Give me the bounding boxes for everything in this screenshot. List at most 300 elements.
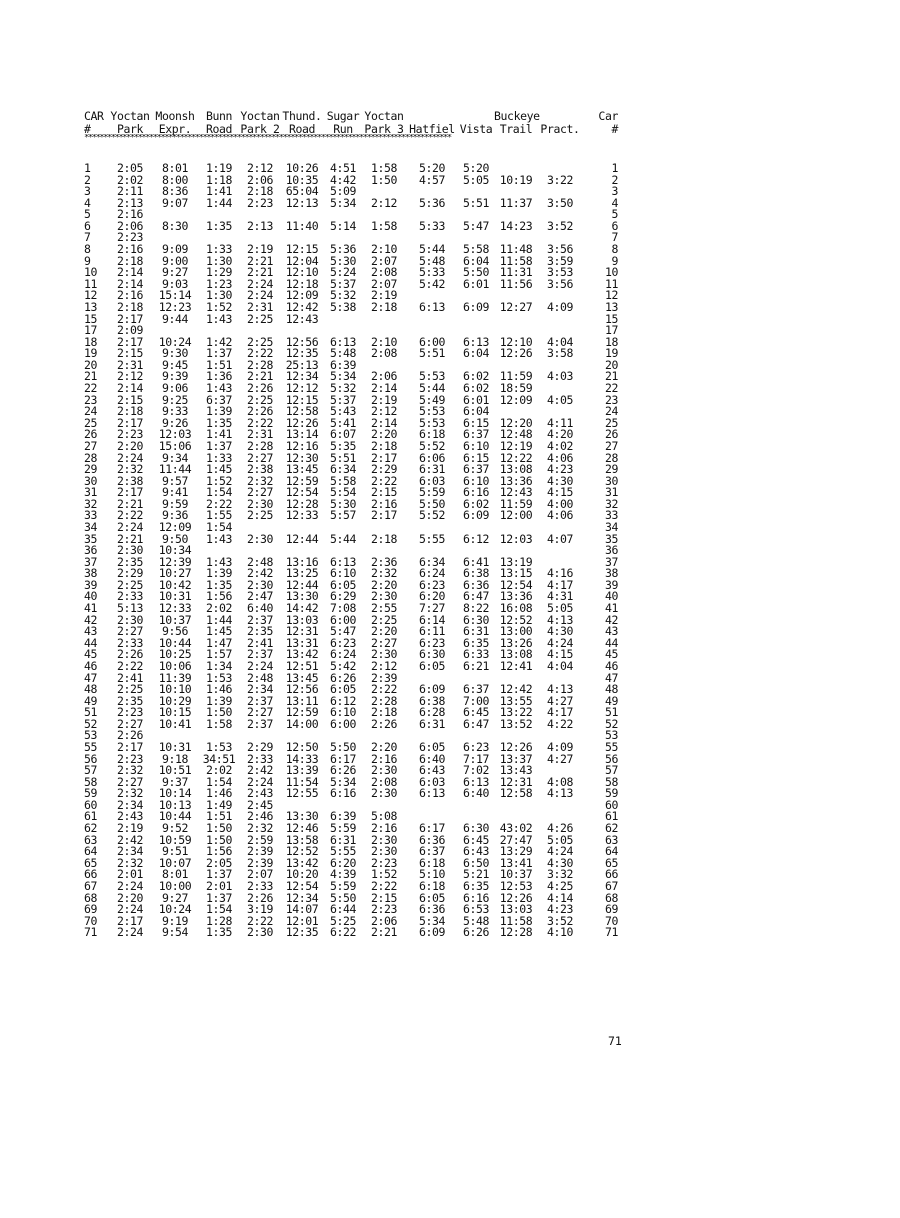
table-cell: 2:26 (246, 381, 274, 396)
table-cell: 2:18 (370, 299, 398, 314)
column-headers (84, 110, 618, 136)
table-cell: 1:52 (205, 299, 233, 314)
table-cell: 2:25 (246, 334, 274, 349)
table-cell: 2:30 (370, 589, 398, 604)
table-cell: 1:23 (205, 276, 233, 291)
table-cell: 1:37 (205, 867, 233, 882)
table-cell: 11:39 (158, 670, 192, 685)
table-cell: 5:48 (329, 346, 357, 361)
table-cell: 16:08 (499, 601, 533, 616)
table-cell: 12:54 (285, 485, 319, 500)
table-cell: 6:24 (329, 647, 357, 662)
table-cell: 5:08 (370, 809, 398, 824)
table-cell: 2:35 (116, 554, 144, 569)
table-cell: 2:26 (246, 890, 274, 905)
table-cell: 2:48 (246, 554, 274, 569)
table-cell: 11:37 (499, 195, 533, 210)
table-cell: 3:50 (546, 195, 574, 210)
column-header-line1: Buckeye (494, 109, 540, 123)
table-cell: 5:33 (418, 218, 446, 233)
table-cell: 13 (84, 299, 98, 314)
table-cell: 10:26 (285, 161, 319, 175)
table-cell: 1:50 (370, 172, 398, 187)
table-cell: 2:32 (116, 855, 144, 870)
table-cell: 10:24 (158, 902, 192, 917)
table-cell: 47 (604, 670, 618, 685)
table-cell: 2:27 (116, 716, 144, 731)
table-cell: 10:14 (158, 786, 192, 801)
table-cell: 5:33 (418, 265, 446, 280)
table-cell: 13:45 (285, 670, 319, 685)
table-cell: 4 (611, 195, 618, 210)
table-cell: 2:41 (116, 670, 144, 685)
column-header-line1: Yoctan (240, 109, 280, 123)
table-cell: 2:33 (116, 635, 144, 650)
table-cell: 2:27 (116, 774, 144, 789)
table-cell: 2:02 (205, 763, 233, 778)
table-cell: 12:53 (499, 878, 533, 893)
table-cell: 10:24 (158, 334, 192, 349)
table-cell: 2:28 (246, 357, 274, 372)
table-cell: 2:34 (116, 797, 144, 812)
table-cell: 6:29 (329, 589, 357, 604)
table-cell: 7:02 (462, 763, 490, 778)
table-cell: 7:27 (418, 601, 446, 616)
table-cell: 4:14 (546, 890, 574, 905)
table-cell: 9:51 (161, 844, 189, 859)
table-cell: 4:17 (546, 705, 574, 720)
table-cell: 2:21 (246, 253, 274, 268)
table-cell: 6:00 (329, 716, 357, 731)
table-cell: 11:59 (499, 369, 533, 384)
table-cell: 22 (604, 381, 618, 396)
table-cell: 4:02 (546, 438, 574, 453)
table-cell: 2:25 (370, 612, 398, 627)
column-header (362, 110, 406, 136)
table-cell: 46 (84, 658, 98, 673)
table-cell: 71 (604, 925, 618, 940)
table-cell: 9:41 (161, 485, 189, 500)
table-cell: 12:00 (499, 508, 533, 523)
table-cell: 1:53 (205, 670, 233, 685)
table-cell: 10:31 (158, 740, 192, 754)
table-cell: 6:13 (418, 786, 446, 801)
table-cell: 4:04 (546, 658, 574, 673)
table-cell: 2:22 (246, 415, 274, 430)
column-header-line1: Moonsh (155, 109, 195, 123)
column-header (280, 110, 324, 136)
table-cell: 1:58 (370, 161, 398, 175)
table-cell: 53 (84, 728, 98, 743)
table-cell: 2:05 (205, 855, 233, 870)
table-cell: 2:18 (370, 438, 398, 453)
table-cell: 5:43 (329, 404, 357, 419)
table-cell: 2:17 (116, 311, 144, 326)
table-cell: 6:36 (418, 832, 446, 847)
table-cell: 1:36 (205, 369, 233, 384)
table-cell: 4:05 (546, 392, 574, 407)
table-cell: 12:43 (285, 311, 319, 326)
table-cell: 2:33 (246, 751, 274, 766)
table-cell: 60 (84, 797, 98, 812)
table-cell: 2:45 (246, 797, 274, 812)
table-cell: 5:34 (329, 195, 357, 210)
column-header-line2: # (611, 122, 618, 136)
table-cell: 6:09 (418, 682, 446, 697)
table-cell: 1:30 (205, 288, 233, 303)
table-cell: 66 (84, 867, 98, 882)
table-cell: 2:14 (116, 276, 144, 291)
table-cell: 2:08 (370, 265, 398, 280)
table-cell: 13:00 (499, 624, 533, 639)
table-cell: 1:43 (205, 554, 233, 569)
column-header-line2: Road (288, 122, 316, 136)
table-cell: 5:58 (329, 473, 357, 488)
table-cell: 12 (604, 288, 618, 303)
table-cell: 28 (604, 450, 618, 465)
table-cell: 38 (604, 566, 618, 581)
table-cell: 2:12 (370, 195, 398, 210)
table-cell: 9:57 (161, 473, 189, 488)
table-cell: 70 (84, 913, 98, 928)
table-cell: 25:13 (285, 357, 319, 372)
table-cell: 10:25 (158, 647, 192, 662)
table-cell: 12:22 (499, 450, 533, 465)
table-cell: 1:51 (205, 357, 233, 372)
table-cell: 67 (84, 878, 98, 893)
table-cell: 5:36 (329, 242, 357, 257)
table-cell: 62 (604, 821, 618, 836)
table-cell: 4:57 (418, 172, 446, 187)
table-cell: 1:52 (205, 473, 233, 488)
table-cell: 5:58 (462, 242, 490, 257)
table-cell: 2:14 (116, 265, 144, 280)
table-cell: 1:35 (205, 577, 233, 592)
table-cell: 63 (84, 832, 98, 847)
table-cell: 2:24 (246, 774, 274, 789)
table-cell: 23 (604, 392, 618, 407)
table-cell: 1:34 (205, 658, 233, 673)
table-cell: 2:25 (116, 682, 144, 697)
table-cell: 2:24 (116, 925, 144, 940)
table-cell: 1:35 (205, 415, 233, 430)
table-cell: 2:16 (370, 751, 398, 766)
table-cell: 9:03 (161, 276, 189, 291)
table-cell: 4:42 (329, 172, 357, 187)
table-cell: 51 (604, 705, 618, 720)
table-cell: 2:43 (246, 786, 274, 801)
table-cell: 12:26 (499, 890, 533, 905)
table-cell: 13:55 (499, 693, 533, 708)
table-cell: 6:02 (462, 369, 490, 384)
table-cell: 4:06 (546, 450, 574, 465)
table-cell: 57 (84, 763, 98, 778)
table-cell: 3:52 (546, 218, 574, 233)
table-cell: 7 (611, 230, 618, 245)
table-cell: 6:05 (329, 682, 357, 697)
table-cell: 2:29 (370, 462, 398, 477)
table-cell: 5:10 (418, 867, 446, 882)
table-cell: 2:30 (246, 925, 274, 940)
table-cell: 6:53 (462, 902, 490, 917)
table-cell: 5:50 (329, 740, 357, 754)
column-header (240, 110, 280, 136)
table-cell: 1:54 (205, 519, 233, 534)
table-cell: 4:51 (329, 161, 357, 175)
table-cell: 4:39 (329, 867, 357, 882)
table-cell: 6:50 (462, 855, 490, 870)
table-cell: 3:56 (546, 242, 574, 257)
table-cell: 2:26 (370, 716, 398, 731)
table-cell: 6 (84, 218, 91, 233)
table-cell: 2:18 (116, 253, 144, 268)
table-cell: 33 (604, 508, 618, 523)
table-cell: 2:26 (116, 728, 144, 743)
table-cell: 5:37 (329, 392, 357, 407)
table-cell: 11 (84, 276, 98, 291)
table-cell: 12:39 (158, 554, 192, 569)
table-cell: 59 (84, 786, 98, 801)
table-cell: 7 (84, 230, 91, 245)
table-cell: 1:33 (205, 242, 233, 257)
table-cell: 11 (604, 276, 618, 291)
table-cell: 70 (604, 913, 618, 928)
table-cell: 2:20 (116, 438, 144, 453)
table-cell: 37 (84, 554, 98, 569)
table-cell: 2:09 (116, 323, 144, 338)
table-cell: 69 (84, 902, 98, 917)
table-cell: 6:40 (418, 751, 446, 766)
table-cell: 2:11 (116, 184, 144, 199)
table-cell: 53 (604, 728, 618, 743)
table-cell: 2:39 (246, 844, 274, 859)
column-header (494, 110, 538, 136)
table-cell: 11:31 (499, 265, 533, 280)
table-cell: 2:37 (246, 693, 274, 708)
table-cell: 5:52 (418, 438, 446, 453)
table-cell: 3:32 (546, 867, 574, 882)
table-cell: 4:27 (546, 751, 574, 766)
table-cell: 4:07 (546, 531, 574, 546)
table-cell: 18 (84, 334, 98, 349)
table-cell: 2:26 (116, 647, 144, 662)
table-cell: 71 (84, 925, 98, 940)
table-cell: 18:59 (499, 381, 533, 396)
table-cell: 26 (604, 427, 618, 442)
table-cell: 2:32 (116, 786, 144, 801)
column-header-line2: Road (205, 122, 233, 136)
table-cell: 13:42 (285, 647, 319, 662)
table-cell: 5:51 (462, 195, 490, 210)
table-cell: 2:24 (246, 276, 274, 291)
column-header-line1: Yoctan (364, 109, 404, 123)
table-cell: 12:26 (285, 415, 319, 430)
table-cell: 6:47 (462, 716, 490, 731)
table-cell: 12:35 (285, 346, 319, 361)
table-cell: 12:15 (285, 242, 319, 257)
table-row (84, 218, 618, 233)
table-cell: 2:38 (116, 473, 144, 488)
table-cell: 6:37 (205, 392, 233, 407)
trailing-car-number: 71 (608, 1034, 622, 1048)
table-cell: 6:13 (329, 334, 357, 349)
table-cell: 49 (84, 693, 98, 708)
table-cell: 12:18 (285, 276, 319, 291)
table-cell: 2:07 (370, 253, 398, 268)
table-cell: 61 (604, 809, 618, 824)
table-cell: 10:41 (158, 716, 192, 731)
table-cell: 2:23 (370, 902, 398, 917)
table-cell: 6:21 (462, 658, 490, 673)
table-cell: 2:32 (246, 821, 274, 836)
table-cell: 6:37 (418, 844, 446, 859)
table-cell: 2:19 (370, 392, 398, 407)
table-cell: 12:10 (285, 265, 319, 280)
table-cell: 4:25 (546, 878, 574, 893)
table-cell: 6:47 (462, 589, 490, 604)
table-cell: 2:15 (370, 485, 398, 500)
table-cell: 6:10 (329, 566, 357, 581)
table-cell: 6:09 (462, 508, 490, 523)
table-cell: 65 (604, 855, 618, 870)
table-cell: 2:29 (246, 740, 274, 754)
table-cell: 48 (84, 682, 98, 697)
table-cell: 2:30 (370, 844, 398, 859)
table-cell: 13:41 (499, 855, 533, 870)
table-cell: 4:15 (546, 485, 574, 500)
table-cell: 13:26 (499, 635, 533, 650)
table-cell: 10:59 (158, 832, 192, 847)
table-cell: 12:09 (285, 288, 319, 303)
table-cell: 6:43 (418, 763, 446, 778)
table-cell: 10:37 (499, 867, 533, 882)
table-cell: 9:00 (161, 253, 189, 268)
table-cell: 41 (84, 601, 98, 616)
table-cell: 5:09 (329, 184, 357, 199)
table-cell: 6:06 (418, 450, 446, 465)
table-cell: 2:18 (116, 299, 144, 314)
table-cell: 2:18 (246, 184, 274, 199)
table-cell: 6:01 (462, 276, 490, 291)
column-header-line1: Bunn (205, 109, 233, 123)
table-cell: 45 (604, 647, 618, 662)
table-cell: 34:51 (202, 751, 236, 766)
table-cell: 44 (604, 635, 618, 650)
table-cell: 13:19 (499, 554, 533, 569)
table-cell: 1:43 (205, 531, 233, 546)
table-cell: 6:10 (329, 705, 357, 720)
table-cell: 2:18 (116, 404, 144, 419)
table-cell: 1:37 (205, 438, 233, 453)
table-cell: 9:19 (161, 913, 189, 928)
table-cell: 10:34 (158, 543, 192, 558)
table-cell: 2:35 (246, 624, 274, 639)
table-cell: 12:10 (499, 334, 533, 349)
table-cell: 15:06 (158, 438, 192, 453)
table-cell: 2:43 (116, 809, 144, 824)
table-cell: 2:13 (246, 218, 274, 233)
table-cell: 6:37 (462, 682, 490, 697)
table-cell: 3:22 (546, 172, 574, 187)
table-cell: 13:22 (499, 705, 533, 720)
table-cell: 6:36 (418, 902, 446, 917)
table-cell: 41 (604, 601, 618, 616)
table-cell: 38 (84, 566, 98, 581)
table-cell: 17 (84, 323, 98, 338)
table-cell: 2:15 (116, 392, 144, 407)
table-cell: 2:12 (246, 161, 274, 175)
table-cell: 3:53 (546, 265, 574, 280)
table-cell: 2 (611, 172, 618, 187)
table-cell: 2:30 (370, 763, 398, 778)
table-cell: 5:25 (329, 913, 357, 928)
table-cell: 2:25 (246, 508, 274, 523)
table-cell: 2:01 (116, 867, 144, 882)
table-cell: 12:31 (285, 624, 319, 639)
column-header (152, 110, 198, 136)
table-cell: 5:50 (462, 265, 490, 280)
table-cell: 13:52 (499, 716, 533, 731)
table-cell: 12:48 (499, 427, 533, 442)
table-cell: 6:35 (462, 878, 490, 893)
table-cell: 2:39 (370, 670, 398, 685)
table-cell: 34 (84, 519, 98, 534)
table-cell: 2:14 (370, 381, 398, 396)
table-cell: 1:44 (205, 612, 233, 627)
table-cell: 6:26 (329, 670, 357, 685)
table-cell: 5 (611, 207, 618, 222)
table-row (84, 927, 618, 939)
table-cell: 9:44 (161, 311, 189, 326)
table-cell: 2:22 (370, 878, 398, 893)
table-cell: 2:30 (370, 647, 398, 662)
table-cell: 11:58 (499, 913, 533, 928)
table-cell: 64 (604, 844, 618, 859)
table-cell: 12:09 (499, 392, 533, 407)
table-cell: 6:22 (329, 925, 357, 940)
table-cell: 1:58 (370, 218, 398, 233)
table-cell: 64 (84, 844, 98, 859)
table-cell: 2:23 (116, 230, 144, 245)
table-cell: 27:47 (499, 832, 533, 847)
table-cell: 2:24 (246, 288, 274, 303)
table-cell: 40 (84, 589, 98, 604)
table-cell: 3 (84, 184, 91, 199)
header-separator: ************************************************************************************************ (84, 134, 451, 143)
table-cell: 1:50 (205, 832, 233, 847)
table-cell: 2:21 (246, 369, 274, 384)
table-cell: 5:55 (329, 844, 357, 859)
table-cell: 2:31 (246, 427, 274, 442)
table-cell: 59 (604, 786, 618, 801)
table-cell: 2:20 (370, 624, 398, 639)
table-cell: 2:42 (246, 566, 274, 581)
table-cell: 44 (84, 635, 98, 650)
table-cell: 28 (84, 450, 98, 465)
table-cell: 6:09 (418, 925, 446, 940)
table-cell: 2:06 (116, 218, 144, 233)
table-cell: 1:29 (205, 265, 233, 280)
table-cell: 10 (84, 265, 98, 280)
table-cell: 2:29 (116, 566, 144, 581)
table-cell: 12:59 (285, 705, 319, 720)
column-header-line1: Sugar (326, 109, 360, 123)
table-cell: 11:44 (158, 462, 192, 477)
table-cell: 2:12 (370, 404, 398, 419)
table-cell: 6:12 (329, 693, 357, 708)
table-cell: 2:26 (246, 404, 274, 419)
table-cell: 4:09 (546, 740, 574, 754)
